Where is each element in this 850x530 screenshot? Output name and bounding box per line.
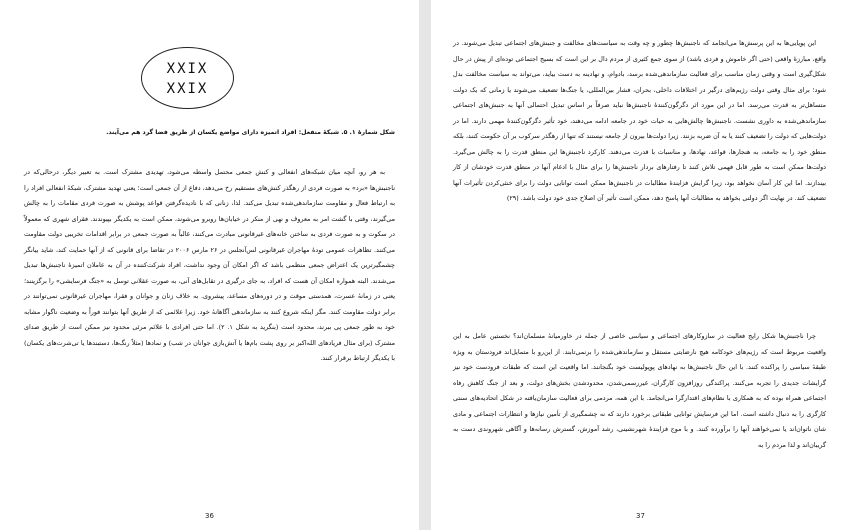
figure-caption: شکل شمارۀ ۱. ۵. شبکۀ منفعل: افراد اتمیزه دارای مواضع یکسان از طریق فضا گرد هم می‌آیند. <box>106 129 395 136</box>
figure-oval-icon <box>140 46 235 110</box>
right-paragraph-2: چرا ناجنبش‌ها شکل رایج فعالیت در سازوکارهای اجتماعی و سیاسی خاصی از جمله در خاورمیانۀ مسلمان‌اند؟ نخستین عامل به این واقعیت مربوط است که رژیم‌های خودکامه هیچ نارضایتی مستقل و سازماندهی‌شده را برنمی‌تابند. از این‌رو با متمایل‌اند فرودستان به ویژه طبقۀ سیاسی را پراکنده کنند. با این حال ناجنبش‌ها به نهادهای پوپولیست خود بگنجانند. اما واقعیت این است که طبقات فرودست خود نیز گرایشات جدیدی را تجربه می‌کنند. پراکندگی روزافزون کارگران، غیررسمی‌شدن، محدودشدن بخش‌های دولت، و بعد از جنگ کاهش رفاه اجتماعی همراه بوده که به همکاری با نظام‌های اقتدارگرا می‌انجامد. با این همه، مردمی برای فعالیت سازمان‌یافته در شکل اتحادیه‌های سنتی کارگری را به دنبال داشته است. اما این فرسایش توانایی طبقاتی برخورد دارند که نه چشمگیری از تأمین نیازها و انتظارات اجتماعی و مادی شان ناتوان‌اند یا نمی‌خواهند آنها را برآورده کنند. و با موج فزایندۀ شهرنشینی، رشد آموزش، گسترش رسانه‌ها و آگاهی شهروندی دست به گریبان‌اند و لذا مردم را به <box>453 332 826 449</box>
right-page <box>431 0 850 530</box>
right-paragraph-1: این پویایی‌ها به این پرسش‌ها می‌انجامد که ناجنبش‌ها چطور و چه وقت به سیاست‌های مخالفت و جنبش‌های اجتماعی تبدیل می‌شوند. در واقع، مبارزۀ واقعی (حتی اگر خاموش و فردی باشد) از سوی جمع کثیری از مردم دال بر این است که بسیج اجتماعی توده‌ای از پیش در حال شکل‌گیری است و وقتی زمان مناسب برای فعالیت سازماندهی‌شده برسد، بادوام، و نهادینه به دست بیاید، می‌تواند به سیاست مخالفت بدل شود؛ برای مثال وقتی دولت رژیم‌های درگیر در اختلافات داخلی، بحران، فشار بین‌المللی، یا جنگ‌ها تضعیف می‌شوند یا زمانی که یک دولت متساهل‌تر به قدرت می‌رسد. اما در این مورد اثر دگرگون‌کنندۀ ناجنبش‌ها نباید صرفاً بر اساس تبدیل احتمالی آنها به جنبش‌های اجتماعی سازماندهی‌شده به داوری نشست. ناجنبش‌ها چالش‌هایی به حیات خود در جامعه ادامه می‌دهند، خود تأثیر دگرگون‌کنندۀ مهمی دارند. اما در دولت‌هایی که دولت را تضعیف کنند یا به آن ضربه بزنند. زیرا دولت‌ها بیرون از جامعه نیستند که تنها از رهگذر سرکوب بر آن حکومت کنند، بلکه منطق خود را به جامعه، به هنجارها، قواعد، نهادها، و مناسبات با قدرت می‌دهند. کارکرد ناجنبش‌ها این منطق قدرت را به چالش می‌گیرد. دولت‌ها ممکن است به طور قابل فهمی تلاش کنند تا رفتارهای بردار ناجنبش‌ها را برای مثال با ادغام آنها در منطق قدرت خودشان از کار بیندازند. اما این کار آسان نخواهد بود، زیرا گرایش فزایندۀ مطالبات در ناجنبش‌ها ممکن است توانایی دولت را برای خنثی‌کردن تأثیرات آنها تضعیف کند. در نهایت اگر دولتی بخواهد به مطالبات آنها پاسخ دهد، ممکن است تأثیر آن اصلاح جدی خود دولت باشد. (۲۹) <box>452 39 826 202</box>
left-page <box>0 0 419 530</box>
page-number-left: 36 <box>205 512 214 520</box>
page-number-right: 37 <box>636 512 645 520</box>
figure-line-2: XXIX <box>166 81 209 97</box>
left-paragraph: به هر رو، آنچه میان شبکه‌های انفعالی و کنش جمعی محتمل واسطه می‌شود، تهدیدی مشترک است. به تعبیر دیگر، درحالی‌که در ناجنبش‌ها «برد» به صورت فردی از رهگذر کنش‌های مستقیم رخ می‌دهد، دفاع از آن جمعی است؛ یعنی تهدید مشترک، شبکۀ انفعالی افراد را به ارتباط فعال و مقاومت سازماندهی‌شده تبدیل می‌کند. لذا، زنانی که با نادیده‌گرفتن قواعد پوشش به صورت فردی مقامات را به چالش می‌گیرند، وقتی با گشت امر به معروف و نهی از منکر در خیابان‌ها روبرو می‌شوند، ممکن است به یکدیگر بپیوندند. فقرای شهری که معمولاً در سکوت و به صورت فردی به ساختن خانه‌های غیرقانونی مبادرت می‌کنند، غالباً به صورت جمعی در برابر اقدامات تخریبی دولت مقاومت می‌کنند. تظاهرات عمومی تودۀ مهاجران غیرقانونی لس‌آنجلس در ۲۶ مارس ۲۰۰۶ در تقاضا برای قانونی که از آنها حمایت کند، شاید بیانگر چشمگیرترین یک اعتراض جمعی منظمی باشد که اگر امکان آن وجود نداشت، افراد شرکت‌کننده در آن به عاملان اتمیزۀ ناجنبش‌ها تبدیل می‌شدند. البته همواره امکان آن هست که افراد، به جای درگیری در تقابل‌های آنی، به صورت عقلانی توسل به «جنگ فرسایشی» را برگزینند؛ یعنی در زمانۀ عسرت، همدستی موقت و در دوره‌های مساعد، پیشروی. به خلاف زنان و جوانان و فقرا، مهاجران غیرقانونی نمی‌توانند در برابر دولت مقاومت کنند. مگر اینکه شروع کنند به سازماندهی آگاهانۀ خود. زیرا علائمی که از طریق آنها بتوانند فوراً به وضعیت ناگوار مشابه خود به طور جمعی پی ببرند، محدود است (بنگرید به شکل ۱. ۲). اما حتی افرادی با علائم مرئی محدود نیز ممکن است از طریق صدای مشترک (برای مثال فریادهای الله‌اکبر بر روی پشت بام‌ها یا آتش‌بازی جوانان در شب) و نمادها (مثلاً رنگ‌ها، دستبندها یا تی‌شرت‌های یکسان) با یکدیگر ارتباط برقرار کنند. <box>24 168 395 362</box>
network-figure <box>140 46 235 110</box>
figure-line-1: XXIX <box>166 61 209 77</box>
